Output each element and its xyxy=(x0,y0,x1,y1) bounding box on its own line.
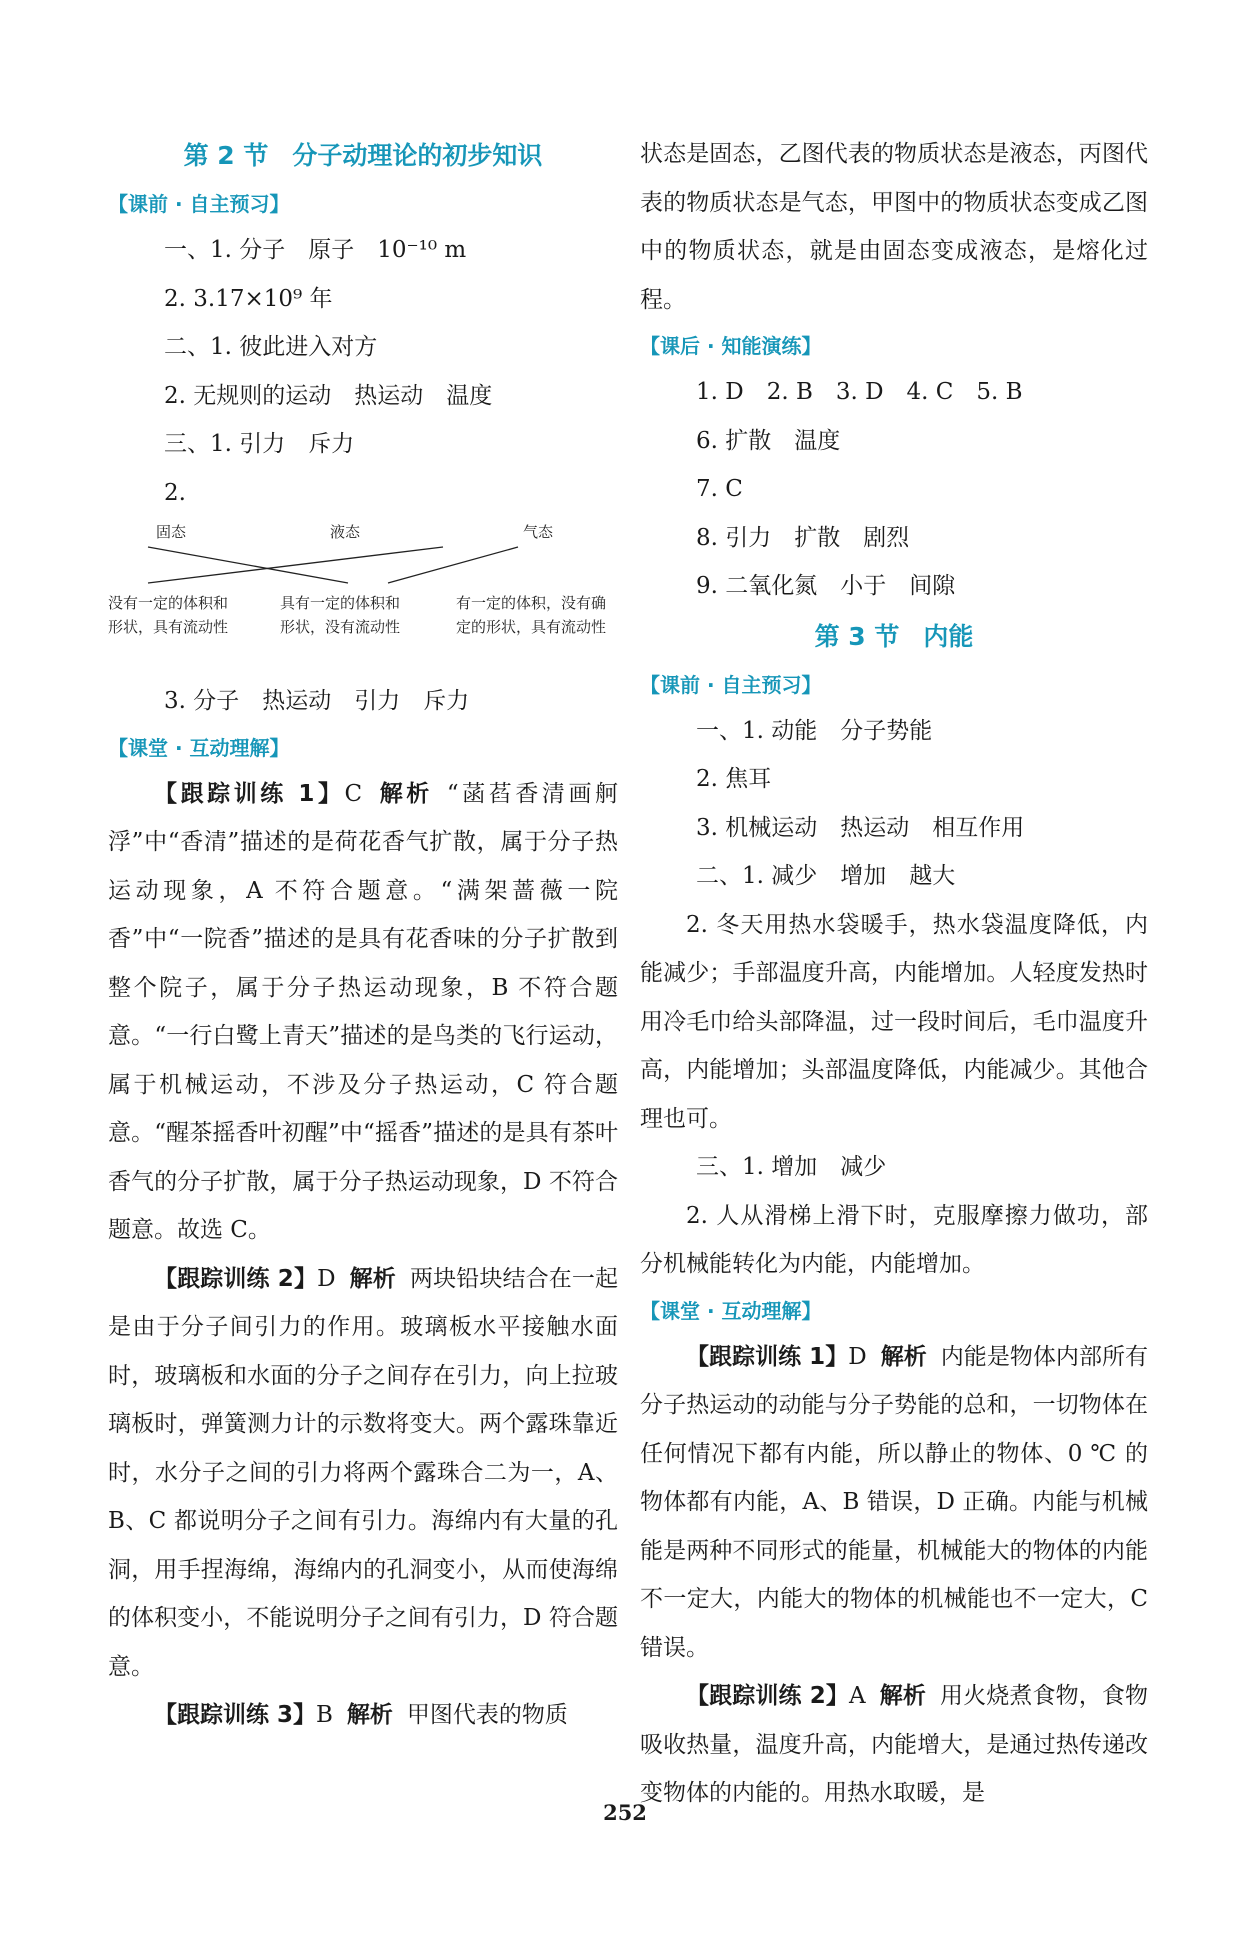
page-number: 252 xyxy=(603,1800,647,1825)
desc-text: 形状，没有流动性 xyxy=(280,618,401,636)
section-name: 内能 xyxy=(923,621,974,651)
training-tag: 【跟踪训练 2】 xyxy=(154,1265,318,1292)
answer-line: 8. 引力 扩散 剧烈 xyxy=(696,524,910,551)
answer-line: 一、1. 动能 分子势能 xyxy=(696,717,933,744)
training-tag: 【跟踪训练 3】 xyxy=(154,1702,317,1728)
answer-letter: D xyxy=(317,1265,336,1292)
continued-text: 状态是固态，乙图代表的物质状态是液态，丙图代表的物质状态是气态，甲图中的物质状态变成乙图中的物质状态，就是由固态变成液态，是熔化过程。 xyxy=(640,141,1148,313)
state-liquid: 液态 xyxy=(330,523,361,541)
analysis-text: 内能是物体内部所有分子热运动的动能与分子势能的总和，一切物体在任何情况下都有内能，所以静止的物体、0 ℃ 的物体都有内能，A、B 错误，D 正确。内能与机械能是两种不同形式的能量，机械能大的物体的内能不一定大，内能大的物体的机械能也不一定大，C 错误。 xyxy=(640,1343,1149,1661)
training-item-2 xyxy=(108,1255,618,1692)
banner-homework: 【课后 · 知能演练】 xyxy=(640,334,822,358)
desc-text: 没有一定的体积和 xyxy=(108,594,229,612)
answer-line: 三、1. 引力 斥力 xyxy=(164,431,355,457)
match-line-gas xyxy=(148,547,348,583)
answer-line: 三、1. 增加 减少 xyxy=(696,1154,887,1180)
training-item-2 xyxy=(640,1672,1148,1818)
answer-letter: C xyxy=(344,780,363,807)
answer-line: 一、1. 分子 原子 10⁻¹⁰ m xyxy=(164,237,467,263)
training-tag: 【跟踪训练 1】 xyxy=(686,1343,849,1370)
analysis-text: 甲图代表的物质 xyxy=(406,1702,568,1728)
banner-preview: 【课前 · 自主预习】 xyxy=(108,192,290,216)
analysis-label: 解析 xyxy=(880,1343,927,1370)
left-column xyxy=(108,130,618,1740)
right-column xyxy=(640,130,1148,1818)
banner-preview: 【课前 · 自主预习】 xyxy=(640,672,822,697)
states-of-matter-diagram xyxy=(108,521,618,671)
section-title-3 xyxy=(640,611,1148,663)
analysis-text: 用火烧煮食物，食物吸收热量，温度升高，内能增大，是通过热传递改变物体的内能的。用热水取暖，是 xyxy=(640,1683,1149,1806)
answer-line: 2. 3.17×10⁹ 年 xyxy=(164,285,333,312)
answer-line: 2. 焦耳 xyxy=(696,766,772,792)
answer-line: 1. D 2. B 3. D 4. C 5. B xyxy=(696,379,1023,405)
answer-line: 二、1. 减少 增加 越大 xyxy=(696,863,956,889)
answer-line: 2. 无规则的运动 热运动 温度 xyxy=(164,382,493,409)
answer-paragraph: 2. 人从滑梯上滑下时，克服摩擦力做功，部分机械能转化为内能，内能增加。 xyxy=(640,1202,1148,1277)
analysis-text: 两块铅块结合在一起是由于分子间引力的作用。玻璃板水平接触水面时，玻璃板和水面的分子之间存在引力，向上拉玻璃板时，弹簧测力计的示数将变大。两个露珠靠近时，水分子之间的引力将两个露珠合二为一，A、B、C 都说明分子之间有引力。海绵内有大量的孔洞，用手捏海绵，海绵内的孔洞变小，从而使海绵的体积变小，不能说明分子之间有引力，D 符合题意。 xyxy=(108,1265,619,1680)
section-number: 第 3 节 xyxy=(814,621,900,651)
desc-box-2 xyxy=(280,591,400,639)
match-line-solid xyxy=(148,547,443,583)
answer-line: 9. 二氧化氮 小于 间隙 xyxy=(696,573,956,599)
answer-letter: B xyxy=(316,1702,333,1728)
answer-line: 二、1. 彼此进入对方 xyxy=(164,334,378,360)
desc-box-1 xyxy=(108,591,228,639)
training-item-1 xyxy=(640,1333,1148,1673)
state-solid: 固态 xyxy=(156,523,187,541)
answer-line: 3. 机械运动 热运动 相互作用 xyxy=(696,814,1025,841)
analysis-label: 解析 xyxy=(349,1265,396,1292)
training-tag: 【跟踪训练 1】 xyxy=(154,780,345,807)
banner-classroom: 【课堂 · 互动理解】 xyxy=(640,1298,822,1323)
desc-box-3 xyxy=(456,591,606,639)
desc-text: 具有一定的体积和 xyxy=(280,594,401,612)
training-tag: 【跟踪训练 2】 xyxy=(686,1683,850,1709)
answer-line: 6. 扩散 温度 xyxy=(696,427,841,454)
analysis-text: “菡萏香清画舸浮”中“香清”描述的是荷花香气扩散，属于分子热运动现象，A 不符合题意。“满架蔷薇一院香”中“一院香”描述的是具有花香味的分子扩散到整个院子，属于分子热运动现象，B 不符合题意。“一行白鹭上青天”描述的是鸟类的飞行运动，属于机械运动，不涉及分子热运动，C 符合题意。“醒茶摇香叶初醒”中“摇香”描述的是具有茶叶香气的分子扩散，属于分子热运动现象，D 不符合题意。故选 C。 xyxy=(108,780,619,1243)
section-title-2 xyxy=(108,130,618,182)
section-number: 第 2 节 xyxy=(183,141,269,170)
analysis-label: 解析 xyxy=(879,1683,927,1709)
analysis-label: 解析 xyxy=(346,1702,393,1728)
desc-text: 定的形状，具有流动性 xyxy=(456,618,607,636)
answer-letter: A xyxy=(849,1683,866,1709)
answer-line: 7. C xyxy=(696,476,743,502)
match-line-liquid xyxy=(388,547,518,583)
analysis-label: 解析 xyxy=(376,780,433,807)
section-name: 分子动理论的初步知识 xyxy=(292,141,543,170)
answer-line: 3. 分子 热运动 引力 斥力 xyxy=(164,688,470,714)
desc-text: 有一定的体积，没有确 xyxy=(456,594,607,612)
desc-text: 形状，具有流动性 xyxy=(108,618,229,636)
training-item-1 xyxy=(108,770,618,1255)
training-item-3 xyxy=(108,1691,618,1740)
answer-letter: D xyxy=(848,1343,867,1370)
answer-line: 2. xyxy=(164,479,186,506)
state-gas: 气态 xyxy=(523,523,554,541)
banner-classroom: 【课堂 · 互动理解】 xyxy=(108,735,290,760)
answer-paragraph: 2. 冬天用热水袋暖手，热水袋温度降低，内能减少；手部温度升高，内能增加。人轻度发热时用冷毛巾给头部降温，过一段时间后，毛巾温度升高，内能增加；头部温度降低，内能减少。其他合理也可。 xyxy=(640,911,1148,1132)
